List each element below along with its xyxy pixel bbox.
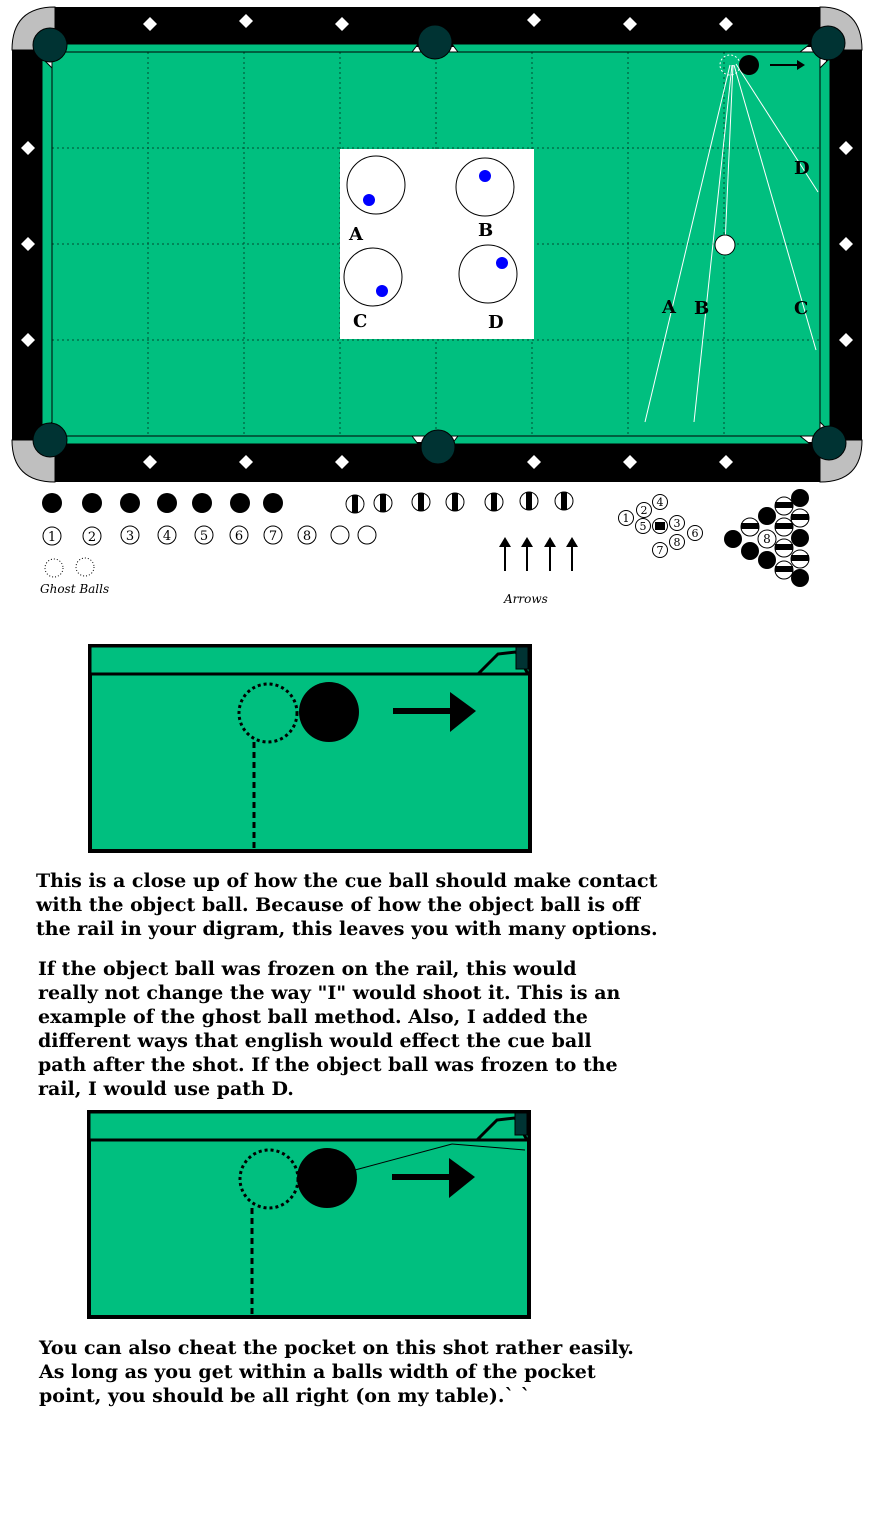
cushion-bottom-right xyxy=(452,436,810,444)
numbered-ball-6: 6 xyxy=(234,529,244,544)
legend xyxy=(0,485,890,610)
closeup2-pocket xyxy=(515,1113,527,1135)
rack-ball-2: 2 xyxy=(640,504,648,517)
cushion-top-left xyxy=(55,44,418,52)
english-dot-d xyxy=(496,257,508,269)
path-label-b: B xyxy=(694,298,710,319)
object-ball xyxy=(739,55,759,75)
pocket-top-left xyxy=(33,28,67,62)
numbered-ball-7: 7 xyxy=(268,529,278,544)
pocket-bottom-middle xyxy=(421,430,455,464)
eight-ball-rack xyxy=(724,489,809,587)
closeup-rail xyxy=(90,646,530,674)
english-ball-b xyxy=(456,158,514,216)
rack-ball-1: 1 xyxy=(622,512,630,525)
rack-ball-8: 8 xyxy=(673,536,681,549)
cue-ball xyxy=(715,235,735,255)
cushion-right xyxy=(820,58,830,432)
striped-balls xyxy=(346,492,573,513)
closeup-pocket xyxy=(516,647,528,669)
english-label-b: B xyxy=(478,220,494,241)
close-up-diagram xyxy=(88,644,533,856)
cushion-left xyxy=(42,58,52,432)
closeup2-object-ball xyxy=(297,1148,357,1208)
paragraph-ghost-ball-method: If the object ball was frozen on the rail, this would really not change the way "I" would shoot it. This is an example of the ghost ball method. Also, I added the different ways that english would effect the cue ball path after the shot. If the object ball was frozen to the rail, I would use path D. xyxy=(38,958,621,1100)
solid-ball xyxy=(120,493,140,513)
rack-eight-ball: 8 xyxy=(763,532,771,546)
english-label-c: C xyxy=(353,311,368,332)
solid-ball xyxy=(263,493,283,513)
path-label-c: C xyxy=(794,298,809,319)
numbered-ball-5: 5 xyxy=(199,529,209,544)
closeup-object-ball xyxy=(299,682,359,742)
solid-ball xyxy=(157,493,177,513)
pocket-bottom-right xyxy=(812,426,846,460)
nine-ball-rack xyxy=(619,495,703,558)
numbered-ball-3: 3 xyxy=(125,529,135,544)
arrows-label: Arrows xyxy=(504,592,548,606)
english-label-d: D xyxy=(488,312,504,333)
path-label-d: D xyxy=(794,158,810,179)
rack-ball-3: 3 xyxy=(673,517,681,530)
close-up-cheat-diagram xyxy=(87,1110,532,1322)
rack-ball-5: 5 xyxy=(639,520,647,533)
numbered-ball-2: 2 xyxy=(87,530,97,545)
closeup2-felt xyxy=(89,1112,529,1317)
cushion-top-right xyxy=(452,44,810,52)
up-arrow-icons xyxy=(499,537,578,571)
english-dot-a xyxy=(363,194,375,206)
pocket-bottom-left xyxy=(33,423,67,457)
paragraph-cheat-pocket: You can also cheat the pocket on this shot rather easily. As long as you get within a balls width of the pocket point, you should be all right (on my table).` ` xyxy=(39,1337,634,1407)
solid-ball xyxy=(230,493,250,513)
path-label-a: A xyxy=(662,297,676,318)
pool-table-diagram xyxy=(0,0,890,490)
numbered-ball-8: 8 xyxy=(302,529,312,544)
cushion-bottom-left xyxy=(55,436,418,444)
ghost-ball-legend xyxy=(76,558,94,576)
closeup2-rail xyxy=(89,1112,529,1140)
cue-ball-legend xyxy=(331,526,349,544)
paragraph-closeup-explanation: This is a close up of how the cue ball should make contact with the object ball. Because of how the object ball is off the rail in your digram, this leaves you with many options. xyxy=(36,870,658,940)
english-label-a: A xyxy=(349,224,363,245)
english-dot-b xyxy=(479,170,491,182)
pocket-top-middle xyxy=(418,25,452,59)
cue-ball-legend xyxy=(358,526,376,544)
solid-ball xyxy=(192,493,212,513)
ghost-ball-legend xyxy=(45,559,63,577)
solid-ball xyxy=(82,493,102,513)
pocket-top-right xyxy=(811,26,845,60)
rack-ball-7: 7 xyxy=(656,544,664,557)
english-ball-c xyxy=(344,248,402,306)
english-dot-c xyxy=(376,285,388,297)
numbered-ball-4: 4 xyxy=(162,529,172,544)
rack-ball-6: 6 xyxy=(691,527,699,540)
closeup-felt xyxy=(90,646,530,851)
numbered-ball-1: 1 xyxy=(47,530,57,545)
ghost-balls-label: Ghost Balls xyxy=(40,582,110,596)
rack-ball-4: 4 xyxy=(656,496,664,509)
solid-ball xyxy=(42,493,62,513)
english-ball-d xyxy=(459,245,517,303)
english-ball-a xyxy=(347,156,405,214)
